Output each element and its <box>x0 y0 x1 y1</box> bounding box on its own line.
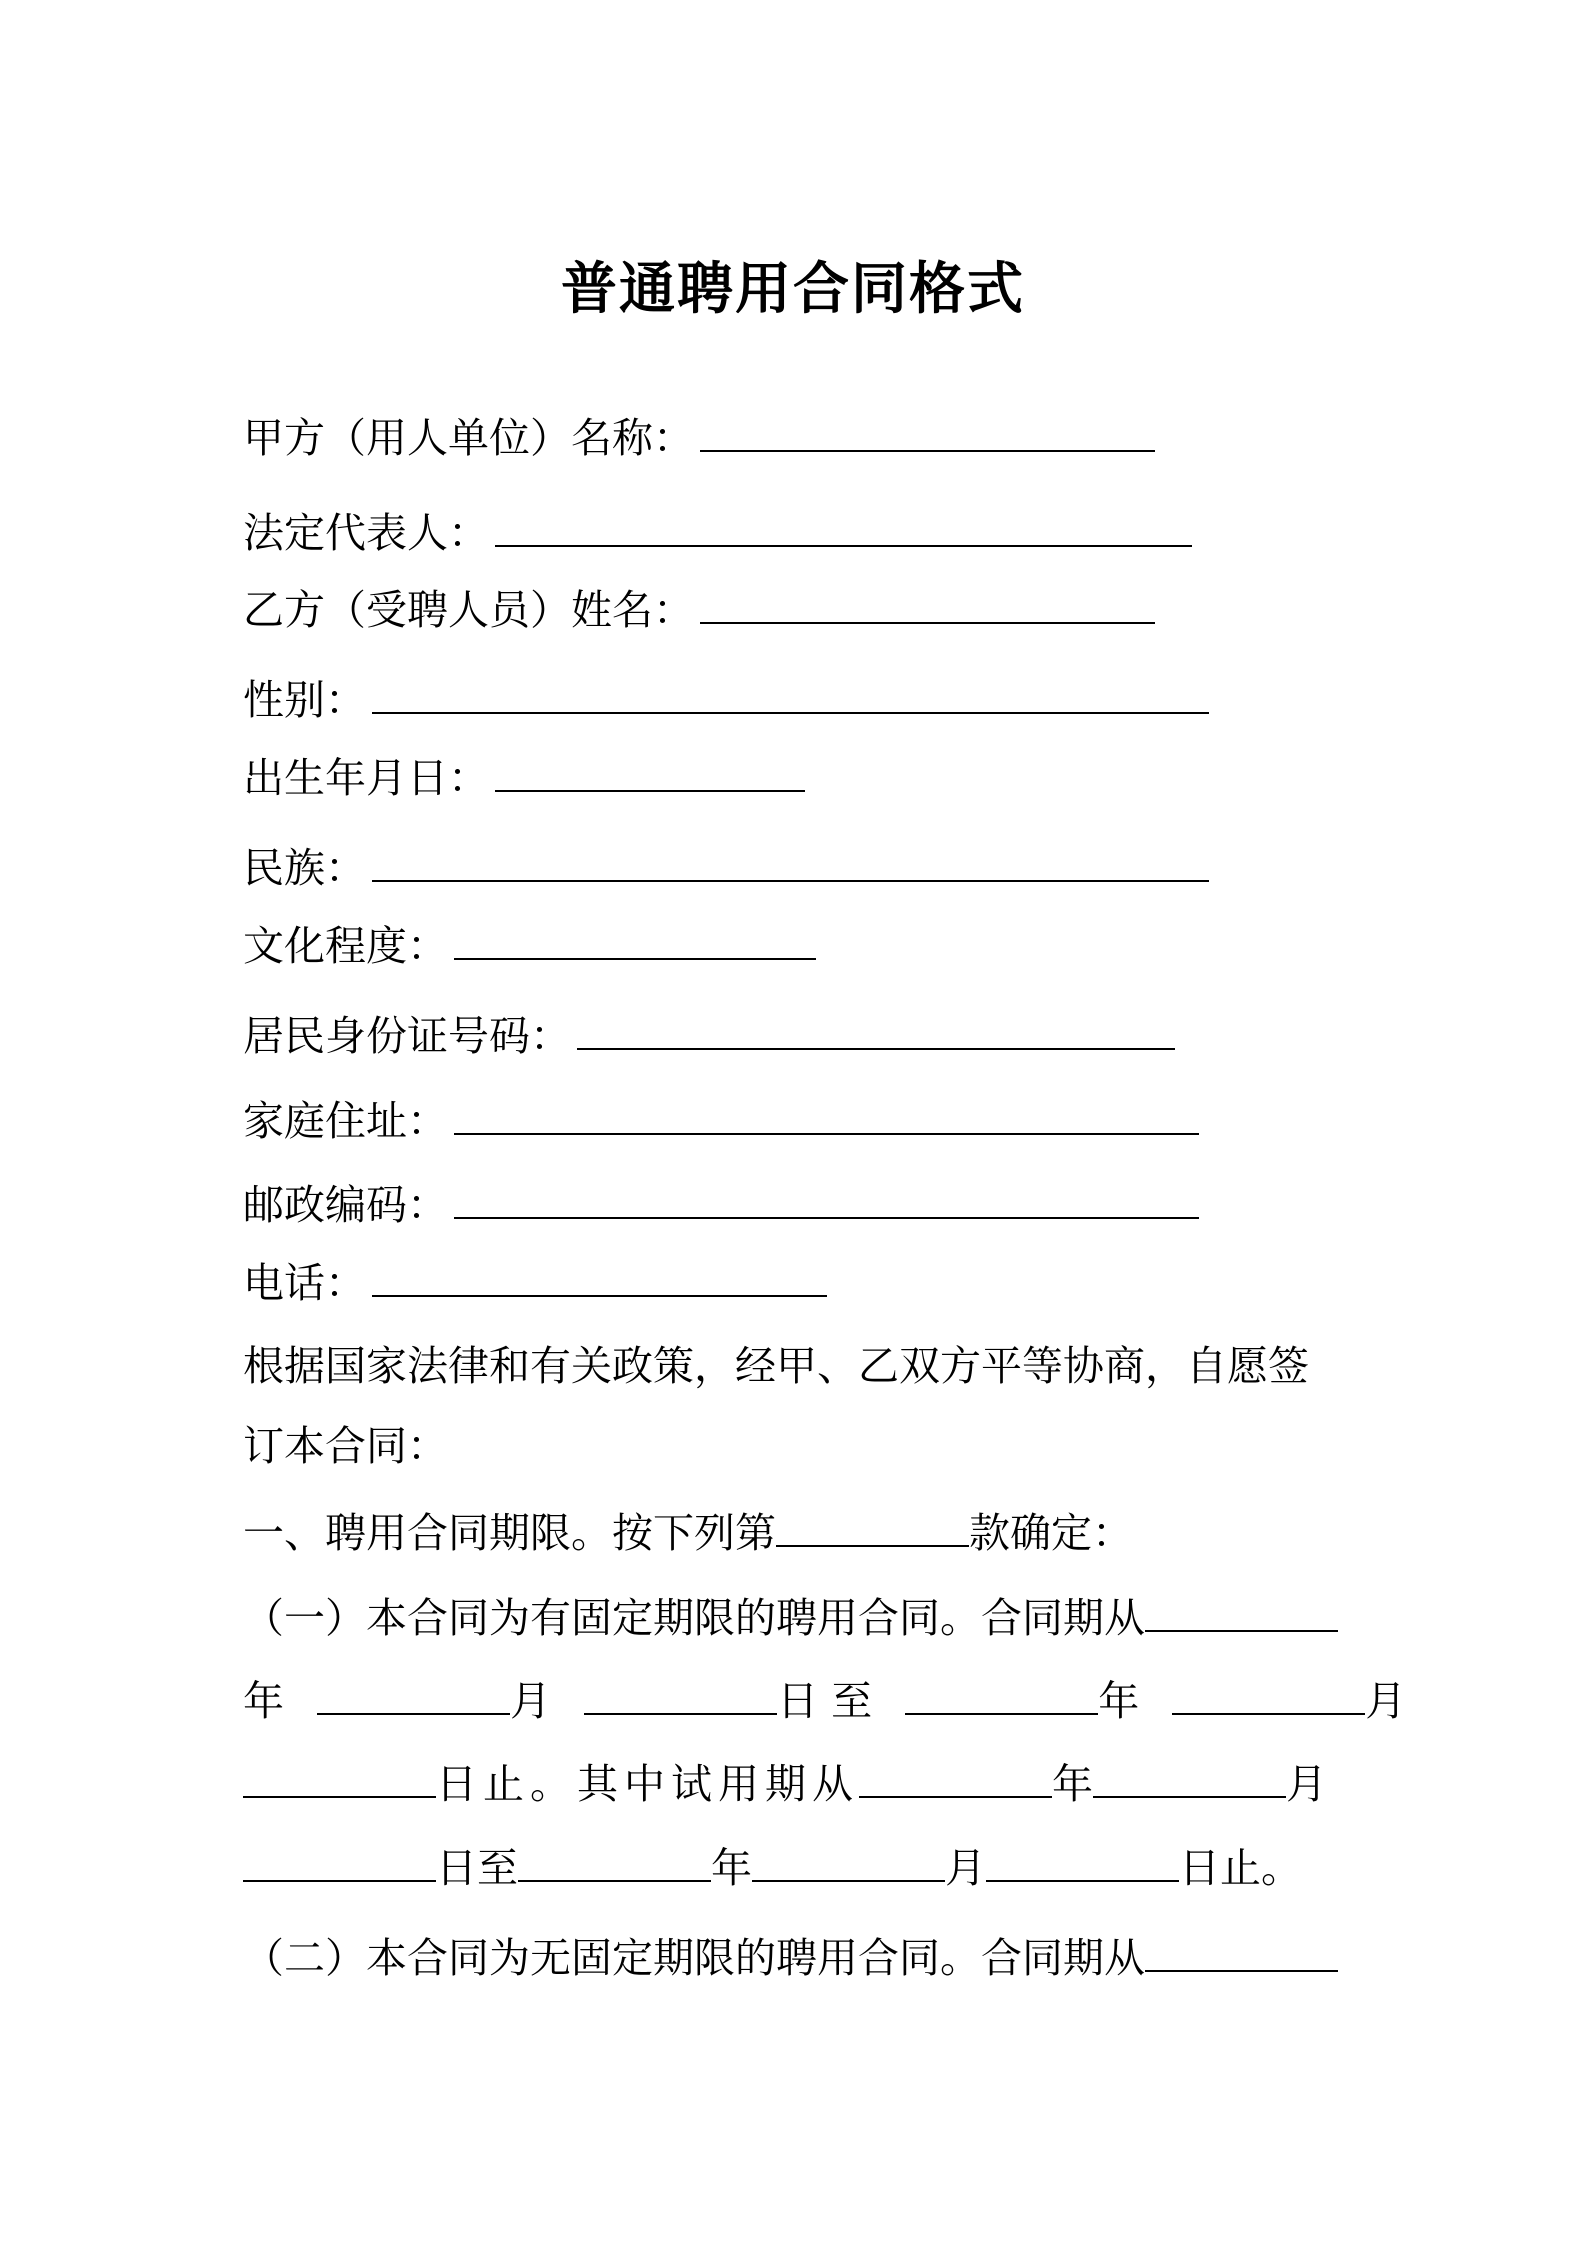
sub-clause-text: （二）本合同为无固定期限的聘用合同。合同期从 <box>243 1934 1145 1982</box>
sub-clause-1-line-1 <box>243 1590 1338 1646</box>
fill-blank[interactable] <box>454 928 816 960</box>
year-label: 年 <box>243 1677 284 1725</box>
fill-blank[interactable] <box>986 1850 1179 1882</box>
sub-clause-1-line-3 <box>243 1756 1327 1812</box>
field-label: 民族： <box>243 844 366 892</box>
field-employer-name <box>243 410 1155 466</box>
clause-prefix: 一、聘用合同期限。按下列第 <box>243 1509 776 1557</box>
fill-blank[interactable] <box>1172 1683 1365 1715</box>
month-label: 月 <box>1286 1760 1327 1808</box>
fill-blank[interactable] <box>752 1850 945 1882</box>
fill-blank[interactable] <box>372 682 1209 714</box>
month-label: 月 <box>945 1844 986 1892</box>
clause-suffix: 款确定： <box>969 1509 1133 1557</box>
document-title: 普通聘用合同格式 <box>561 257 1025 322</box>
fill-blank[interactable] <box>317 1683 510 1715</box>
intro-line-1: 根据国家法律和有关政策，经甲、乙双方平等协商，自愿签 <box>243 1342 1309 1390</box>
field-label: 甲方（用人单位）名称： <box>243 414 694 462</box>
year-label: 年 <box>711 1844 752 1892</box>
field-birthdate <box>243 750 805 806</box>
fill-blank[interactable] <box>1093 1766 1286 1798</box>
field-employee-name <box>243 582 1155 638</box>
fill-blank[interactable] <box>700 592 1155 624</box>
field-label: 性别： <box>243 676 366 724</box>
sub-clause-text: （一）本合同为有固定期限的聘用合同。合同期从 <box>243 1594 1145 1642</box>
fill-blank[interactable] <box>700 420 1155 452</box>
fill-blank[interactable] <box>243 1766 436 1798</box>
day-to-label: 日 至 <box>777 1677 873 1725</box>
year-label: 年 <box>1052 1760 1093 1808</box>
field-ethnicity <box>243 840 1209 896</box>
field-label: 文化程度： <box>243 922 448 970</box>
field-legal-rep <box>243 505 1192 561</box>
fill-blank[interactable] <box>577 1018 1175 1050</box>
fill-blank[interactable] <box>495 515 1192 547</box>
fill-blank[interactable] <box>1145 1940 1338 1972</box>
field-label: 邮政编码： <box>243 1181 448 1229</box>
month-label: 月 <box>1365 1677 1407 1725</box>
fill-blank[interactable] <box>776 1515 969 1547</box>
field-id-number <box>243 1008 1175 1064</box>
fill-blank[interactable] <box>454 1103 1199 1135</box>
intro-line-2: 订本合同： <box>243 1422 448 1470</box>
month-label: 月 <box>510 1677 552 1725</box>
field-label: 居民身份证号码： <box>243 1012 571 1060</box>
clause-1 <box>243 1505 1133 1561</box>
fill-blank[interactable] <box>372 1265 827 1297</box>
sub-clause-1-line-4 <box>243 1840 1302 1896</box>
fill-blank[interactable] <box>1145 1600 1338 1632</box>
field-gender <box>243 672 1209 728</box>
field-postal-code <box>243 1177 1199 1233</box>
fill-blank[interactable] <box>518 1850 711 1882</box>
fill-blank[interactable] <box>905 1683 1098 1715</box>
field-home-address <box>243 1093 1199 1149</box>
fill-blank[interactable] <box>859 1766 1052 1798</box>
field-education <box>243 918 816 974</box>
field-label: 电话： <box>243 1259 366 1307</box>
field-label: 乙方（受聘人员）姓名： <box>243 586 694 634</box>
sub-clause-2-line-1 <box>243 1930 1338 1986</box>
field-label: 出生年月日： <box>243 754 489 802</box>
field-label: 法定代表人： <box>243 509 489 557</box>
field-phone <box>243 1255 827 1311</box>
fill-blank[interactable] <box>372 850 1209 882</box>
fill-blank[interactable] <box>584 1683 777 1715</box>
day-end-label: 日止。其中试用期从 <box>436 1760 859 1808</box>
fill-blank[interactable] <box>454 1187 1199 1219</box>
fill-blank[interactable] <box>495 760 805 792</box>
sub-clause-1-line-2 <box>243 1673 1406 1729</box>
field-label: 家庭住址： <box>243 1097 448 1145</box>
day-end-label: 日止。 <box>1179 1844 1302 1892</box>
year-label: 年 <box>1098 1677 1140 1725</box>
fill-blank[interactable] <box>243 1850 436 1882</box>
day-to-label: 日至 <box>436 1844 518 1892</box>
